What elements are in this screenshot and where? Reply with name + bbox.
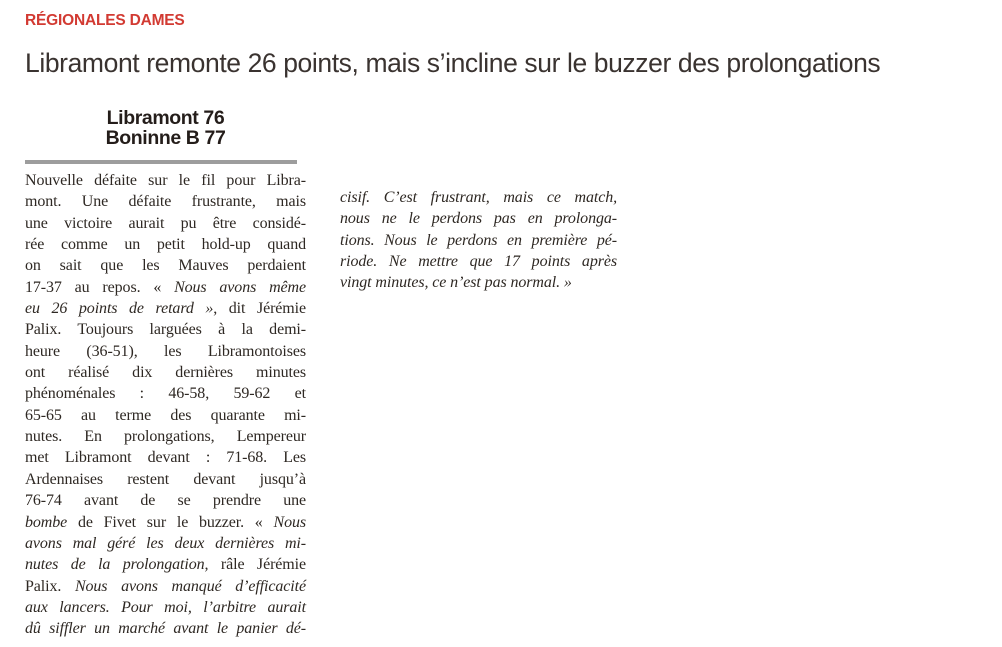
body-text-line: 17-37 au repos. « Nous avons même <box>25 278 306 296</box>
body-text-line: riode. Ne mettre que 17 points après <box>340 253 617 271</box>
body-text-line: phénoménales : 46-58, 59-62 et <box>25 385 306 403</box>
body-text-line: on sait que les Mauves perdaient <box>25 257 306 275</box>
body-text-line: tions. Nous le perdons en première pé- <box>340 231 617 249</box>
body-text-line: mont. Une défaite frustrante, mais <box>25 193 306 211</box>
body-text-line: Palix. Toujours larguées à la demi- <box>25 321 306 339</box>
body-text-line: vingt minutes, ce n’est pas normal. » <box>340 274 572 292</box>
score-home-team: Libramont 76 <box>106 107 225 129</box>
body-text-line: 76-74 avant de se prendre une <box>25 492 306 510</box>
body-text-line: dû siffler un marché avant le panier dé- <box>25 620 306 638</box>
body-text-line: eu 26 points de retard », dit Jérémie <box>25 300 306 318</box>
article-column-right <box>340 187 617 294</box>
body-text-line: cisif. C’est frustrant, mais ce match, <box>340 189 617 206</box>
body-text-line: Palix. Nous avons manqué d’efficacité <box>25 577 306 595</box>
body-text-line: avons mal géré les deux dernières mi- <box>25 534 306 552</box>
score-away-team: Boninne B 77 <box>105 127 226 149</box>
body-text-line: nous ne le perdons pas en prolonga- <box>340 210 617 228</box>
body-text-line: 65-65 au terme des quarante mi- <box>25 406 306 424</box>
section-kicker: RÉGIONALES DAMES <box>25 12 185 29</box>
body-text-line: ont réalisé dix dernières minutes <box>25 364 306 382</box>
body-text-line: bombe de Fivet sur le buzzer. « Nous <box>25 513 306 531</box>
body-text-line: rée comme un petit hold-up quand <box>25 236 306 254</box>
body-text-line: heure (36-51), les Libramontoises <box>25 342 306 360</box>
article-headline: Libramont remonte 26 points, mais s’incline sur le buzzer des prolongations <box>25 48 881 78</box>
body-text-line: Ardennaises restent devant jusqu’à <box>25 470 306 488</box>
body-text-line: met Libramont devant : 71-68. Les <box>25 449 306 467</box>
body-text-line: Nouvelle défaite sur le fil pour Libra- <box>25 172 306 189</box>
article-column-left <box>25 170 306 640</box>
body-text-line: aux lancers. Pour moi, l’arbitre aurait <box>25 598 306 616</box>
body-text-line: nutes de la prolongation, râle Jérémie <box>25 556 306 574</box>
score-box <box>25 108 306 148</box>
body-text-line: une victoire aurait pu être considé- <box>25 214 306 232</box>
body-text-line: nutes. En prolongations, Lempereur <box>25 428 306 446</box>
divider-rule <box>25 160 297 164</box>
